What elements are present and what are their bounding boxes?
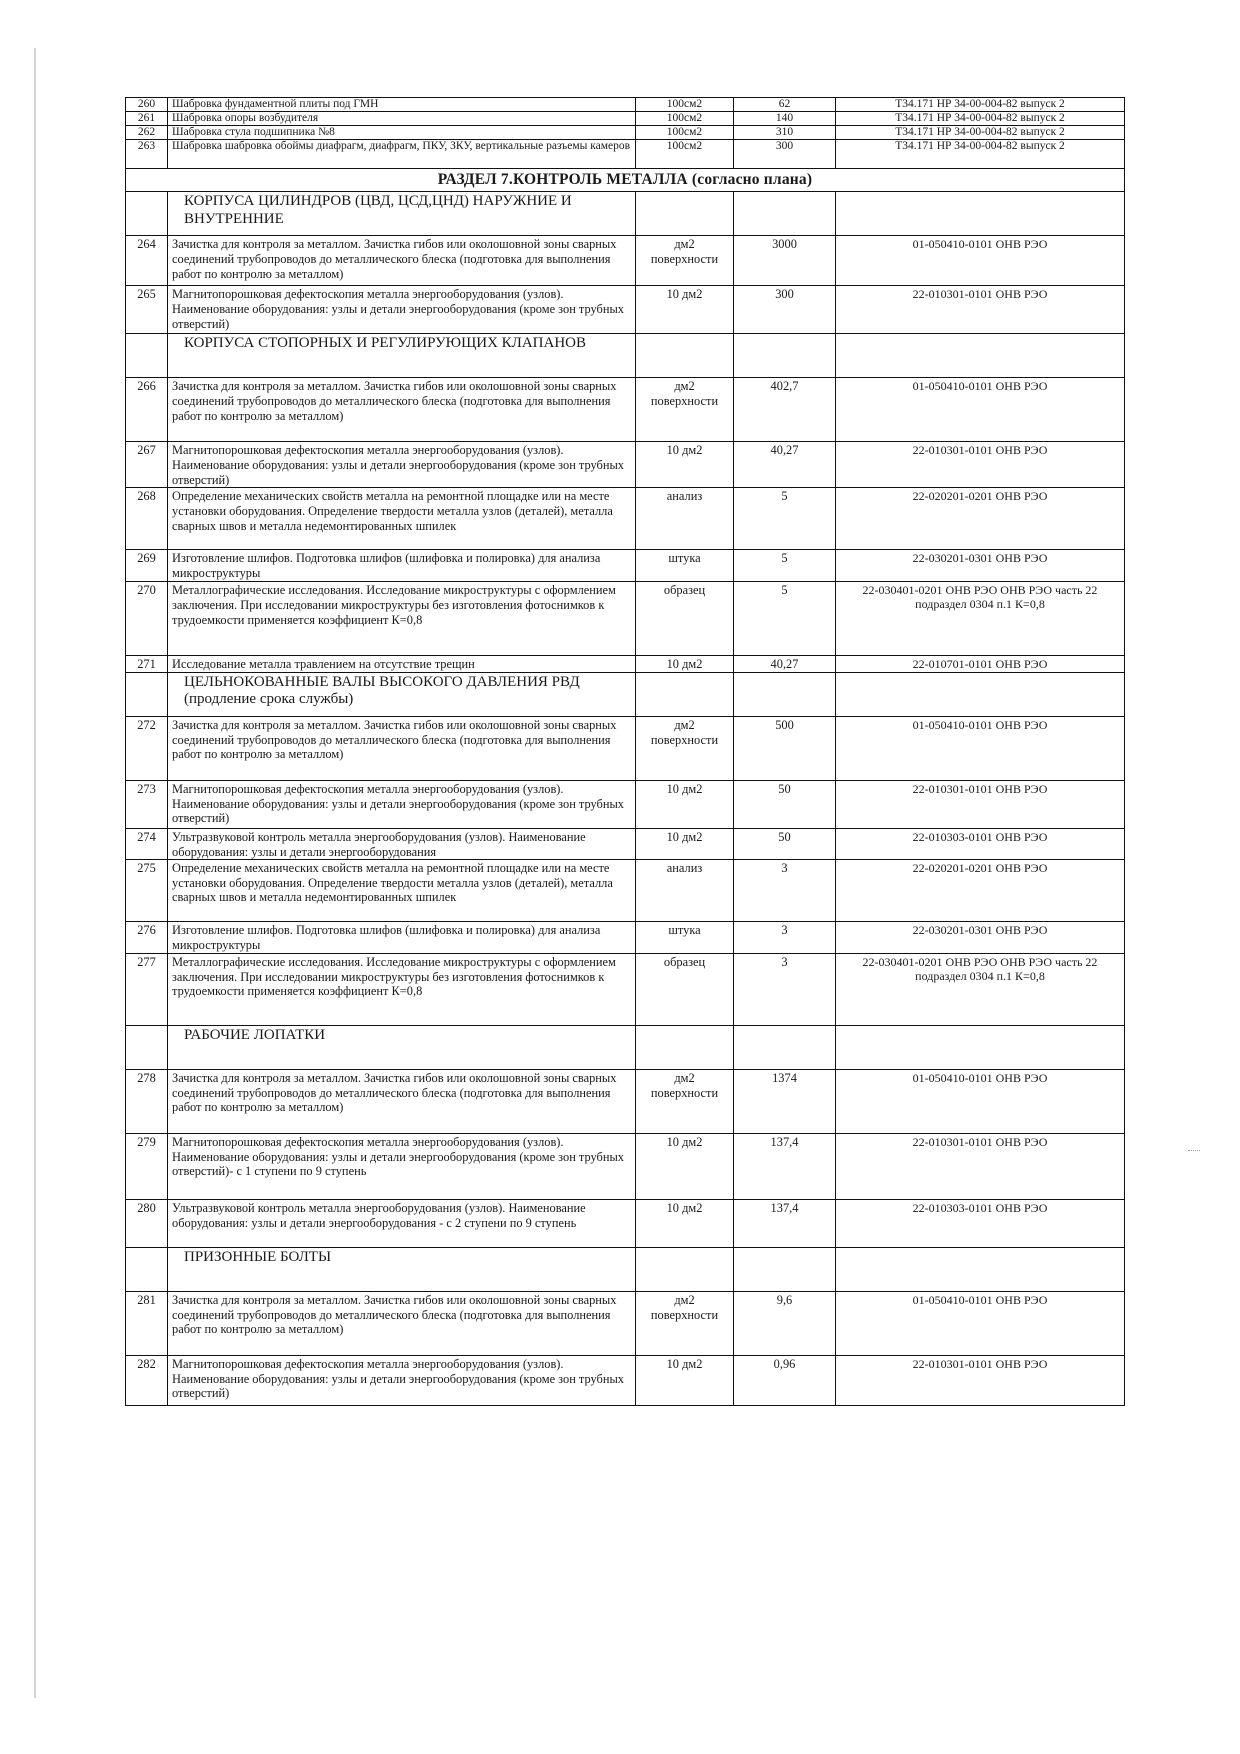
cell-unit: 10 дм2 — [636, 1200, 734, 1248]
group-code-cell — [836, 672, 1125, 716]
table-row — [126, 112, 1125, 126]
table-row — [126, 488, 1125, 550]
cell-unit: 100см2 — [636, 140, 734, 169]
cell-unit: 10 дм2 — [636, 828, 734, 859]
cell-num: 273 — [126, 780, 168, 828]
cell-qty: 500 — [734, 716, 836, 780]
cell-num: 280 — [126, 1200, 168, 1248]
group-header-row — [126, 672, 1125, 716]
group-title: КОРПУСА ЦИЛИНДРОВ (ЦВД, ЦСД,ЦНД) НАРУЖНИЕ И ВНУТРЕННИЕ — [168, 192, 636, 236]
cell-qty: 300 — [734, 140, 836, 169]
cell-unit: дм2 поверхности — [636, 1070, 734, 1134]
cell-qty: 50 — [734, 828, 836, 859]
group-unit-cell — [636, 1248, 734, 1292]
work-specification-table — [125, 97, 1125, 1406]
cell-num: 271 — [126, 656, 168, 673]
cell-num: 262 — [126, 126, 168, 140]
cell-num: 270 — [126, 582, 168, 656]
group-qty-cell — [734, 192, 836, 236]
cell-qty: 310 — [734, 126, 836, 140]
cell-code: 01-050410-0101 ОНВ РЭО — [836, 1292, 1125, 1356]
cell-qty: 62 — [734, 98, 836, 112]
cell-num: 272 — [126, 716, 168, 780]
cell-code: 22-020201-0201 ОНВ РЭО — [836, 860, 1125, 922]
group-header-row — [126, 334, 1125, 378]
cell-code: 22-010301-0101 ОНВ РЭО — [836, 1134, 1125, 1200]
table-row — [126, 286, 1125, 334]
table-row — [126, 828, 1125, 859]
group-code-cell — [836, 1248, 1125, 1292]
section-header-row — [126, 169, 1125, 192]
cell-num: 266 — [126, 378, 168, 442]
cell-unit: 100см2 — [636, 126, 734, 140]
cell-code: 01-050410-0101 ОНВ РЭО — [836, 236, 1125, 286]
cell-num: 267 — [126, 442, 168, 488]
cell-unit: штука — [636, 550, 734, 582]
cell-unit: 10 дм2 — [636, 1134, 734, 1200]
cell-desc: Магнитопорошковая дефектоскопия металла энергооборудования (узлов). Наименование оборудования: узлы и детали энергооборудования (кроме зон трубных отверстий) — [168, 442, 636, 488]
cell-qty: 137,4 — [734, 1200, 836, 1248]
table-row — [126, 140, 1125, 169]
cell-num: 268 — [126, 488, 168, 550]
table-row — [126, 1292, 1125, 1356]
cell-code: 22-010301-0101 ОНВ РЭО — [836, 286, 1125, 334]
cell-unit: 10 дм2 — [636, 780, 734, 828]
cell-qty: 3000 — [734, 236, 836, 286]
cell-code: 01-050410-0101 ОНВ РЭО — [836, 378, 1125, 442]
cell-unit: образец — [636, 954, 734, 1026]
cell-unit: 10 дм2 — [636, 1356, 734, 1406]
cell-unit: 10 дм2 — [636, 656, 734, 673]
cell-num: 263 — [126, 140, 168, 169]
cell-desc: Шабровка стула подшипника №8 — [168, 126, 636, 140]
cell-unit: 100см2 — [636, 112, 734, 126]
cell-code: Т34.171 НР 34-00-004-82 выпуск 2 — [836, 140, 1125, 169]
table-row — [126, 1200, 1125, 1248]
cell-code: 22-030201-0301 ОНВ РЭО — [836, 922, 1125, 954]
cell-desc: Зачистка для контроля за металлом. Зачистка гибов или околошовной зоны сварных соединений трубопроводов до металлического блеска (подготовка для выполнения работ по контролю за металлом) — [168, 236, 636, 286]
cell-num: 274 — [126, 828, 168, 859]
cell-unit: дм2 поверхности — [636, 1292, 734, 1356]
group-header-row — [126, 1248, 1125, 1292]
table-row — [126, 860, 1125, 922]
table-row — [126, 716, 1125, 780]
scan-margin-line — [34, 48, 36, 1698]
group-code-cell — [836, 334, 1125, 378]
cell-unit: анализ — [636, 488, 734, 550]
cell-code: 22-010303-0101 ОНВ РЭО — [836, 1200, 1125, 1248]
cell-num: 276 — [126, 922, 168, 954]
table-row — [126, 780, 1125, 828]
scan-edge-mark — [1188, 1150, 1200, 1157]
cell-qty: 402,7 — [734, 378, 836, 442]
cell-code: 22-010303-0101 ОНВ РЭО — [836, 828, 1125, 859]
table-row — [126, 582, 1125, 656]
cell-qty: 40,27 — [734, 442, 836, 488]
cell-desc: Металлографические исследования. Исследование микроструктуры с оформлением заключения. При исследовании микроструктуры без изготовления фотоснимков к трудоемкости применяется коэффициент К=0,8 — [168, 954, 636, 1026]
cell-code: 22-030401-0201 ОНВ РЭО ОНВ РЭО часть 22 подраздел 0304 п.1 К=0,8 — [836, 954, 1125, 1026]
cell-desc: Магнитопорошковая дефектоскопия металла энергооборудования (узлов). Наименование оборудования: узлы и детали энергооборудования (кроме зон трубных отверстий)- с 1 ступени по 9 ступень — [168, 1134, 636, 1200]
cell-desc: Зачистка для контроля за металлом. Зачистка гибов или околошовной зоны сварных соединений трубопроводов до металлического блеска (подготовка для выполнения работ по контролю за металлом) — [168, 378, 636, 442]
cell-unit: 100см2 — [636, 98, 734, 112]
cell-unit: дм2 поверхности — [636, 236, 734, 286]
cell-qty: 9,6 — [734, 1292, 836, 1356]
cell-desc: Ультразвуковой контроль металла энергооборудования (узлов). Наименование оборудования: узлы и детали энергооборудования - с 2 ступени по 9 ступень — [168, 1200, 636, 1248]
table-row — [126, 656, 1125, 673]
cell-num: 269 — [126, 550, 168, 582]
group-num-cell — [126, 1026, 168, 1070]
cell-num: 282 — [126, 1356, 168, 1406]
cell-desc: Магнитопорошковая дефектоскопия металла энергооборудования (узлов). Наименование оборудования: узлы и детали энергооборудования (кроме зон трубных отверстий) — [168, 286, 636, 334]
cell-unit: образец — [636, 582, 734, 656]
cell-desc: Исследование металла травлением на отсутствие трещин — [168, 656, 636, 673]
cell-num: 265 — [126, 286, 168, 334]
table-row — [126, 378, 1125, 442]
cell-desc: Определение механических свойств металла на ремонтной площадке или на месте установки оборудования. Определение твердости металла узлов (деталей), металла сварных швов и металла недемонтированных шпилек — [168, 488, 636, 550]
cell-unit: 10 дм2 — [636, 286, 734, 334]
cell-code: Т34.171 НР 34-00-004-82 выпуск 2 — [836, 126, 1125, 140]
cell-desc: Изготовление шлифов. Подготовка шлифов (шлифовка и полировка) для анализа микроструктуры — [168, 550, 636, 582]
group-num-cell — [126, 672, 168, 716]
group-unit-cell — [636, 334, 734, 378]
cell-qty: 1374 — [734, 1070, 836, 1134]
table-row — [126, 1134, 1125, 1200]
group-title: РАБОЧИЕ ЛОПАТКИ — [168, 1026, 636, 1070]
cell-desc: Магнитопорошковая дефектоскопия металла энергооборудования (узлов). Наименование оборудования: узлы и детали энергооборудования (кроме зон трубных отверстий) — [168, 780, 636, 828]
cell-desc: Шабровка шабровка обоймы диафрагм, диафрагм, ПКУ, ЗКУ, вертикальные разъемы камеров — [168, 140, 636, 169]
group-title: ПРИЗОННЫЕ БОЛТЫ — [168, 1248, 636, 1292]
table-row — [126, 442, 1125, 488]
cell-code: 01-050410-0101 ОНВ РЭО — [836, 716, 1125, 780]
cell-unit: дм2 поверхности — [636, 716, 734, 780]
cell-num: 281 — [126, 1292, 168, 1356]
cell-desc: Зачистка для контроля за металлом. Зачистка гибов или околошовной зоны сварных соединений трубопроводов до металлического блеска (подготовка для выполнения работ по контролю за металлом) — [168, 1070, 636, 1134]
cell-desc: Изготовление шлифов. Подготовка шлифов (шлифовка и полировка) для анализа микроструктуры — [168, 922, 636, 954]
group-title: КОРПУСА СТОПОРНЫХ И РЕГУЛИРУЮЩИХ КЛАПАНОВ — [168, 334, 636, 378]
cell-code: 22-010301-0101 ОНВ РЭО — [836, 780, 1125, 828]
cell-qty: 0,96 — [734, 1356, 836, 1406]
table-row — [126, 236, 1125, 286]
table-row — [126, 954, 1125, 1026]
cell-unit: дм2 поверхности — [636, 378, 734, 442]
cell-qty: 3 — [734, 954, 836, 1026]
cell-code: Т34.171 НР 34-00-004-82 выпуск 2 — [836, 98, 1125, 112]
group-unit-cell — [636, 192, 734, 236]
group-qty-cell — [734, 334, 836, 378]
cell-code: 22-020201-0201 ОНВ РЭО — [836, 488, 1125, 550]
cell-code: 01-050410-0101 ОНВ РЭО — [836, 1070, 1125, 1134]
cell-unit: 10 дм2 — [636, 442, 734, 488]
cell-qty: 140 — [734, 112, 836, 126]
group-unit-cell — [636, 672, 734, 716]
group-title: ЦЕЛЬНОКОВАННЫЕ ВАЛЫ ВЫСОКОГО ДАВЛЕНИЯ РВД (продление срока службы) — [168, 672, 636, 716]
cell-qty: 5 — [734, 488, 836, 550]
group-code-cell — [836, 192, 1125, 236]
group-qty-cell — [734, 1248, 836, 1292]
cell-num: 277 — [126, 954, 168, 1026]
cell-code: 22-010301-0101 ОНВ РЭО — [836, 1356, 1125, 1406]
cell-num: 278 — [126, 1070, 168, 1134]
cell-code: 22-030401-0201 ОНВ РЭО ОНВ РЭО часть 22 подраздел 0304 п.1 К=0,8 — [836, 582, 1125, 656]
group-qty-cell — [734, 1026, 836, 1070]
cell-desc: Шабровка опоры возбудителя — [168, 112, 636, 126]
cell-code: 22-010301-0101 ОНВ РЭО — [836, 442, 1125, 488]
group-unit-cell — [636, 1026, 734, 1070]
cell-unit: штука — [636, 922, 734, 954]
table-row — [126, 98, 1125, 112]
group-num-cell — [126, 334, 168, 378]
cell-qty: 300 — [734, 286, 836, 334]
cell-qty: 137,4 — [734, 1134, 836, 1200]
cell-qty: 5 — [734, 582, 836, 656]
cell-unit: анализ — [636, 860, 734, 922]
table-row — [126, 922, 1125, 954]
cell-num: 260 — [126, 98, 168, 112]
section-title: РАЗДЕЛ 7.КОНТРОЛЬ МЕТАЛЛА (согласно плана) — [126, 169, 1125, 192]
cell-qty: 3 — [734, 922, 836, 954]
cell-desc: Определение механических свойств металла на ремонтной площадке или на месте установки оборудования. Определение твердости металла узлов (деталей), металла сварных швов и металла недемонтированных шпилек — [168, 860, 636, 922]
cell-desc: Зачистка для контроля за металлом. Зачистка гибов или околошовной зоны сварных соединений трубопроводов до металлического блеска (подготовка для выполнения работ по контролю за металлом) — [168, 1292, 636, 1356]
cell-qty: 5 — [734, 550, 836, 582]
cell-desc: Металлографические исследования. Исследование микроструктуры с оформлением заключения. При исследовании микроструктуры без изготовления фотоснимков к трудоемкости применяется коэффициент К=0,8 — [168, 582, 636, 656]
table-row — [126, 550, 1125, 582]
cell-qty: 50 — [734, 780, 836, 828]
cell-desc: Магнитопорошковая дефектоскопия металла энергооборудования (узлов). Наименование оборудования: узлы и детали энергооборудования (кроме зон трубных отверстий) — [168, 1356, 636, 1406]
group-header-row — [126, 1026, 1125, 1070]
cell-num: 264 — [126, 236, 168, 286]
group-code-cell — [836, 1026, 1125, 1070]
cell-code: 22-030201-0301 ОНВ РЭО — [836, 550, 1125, 582]
table-row — [126, 126, 1125, 140]
cell-desc: Ультразвуковой контроль металла энергооборудования (узлов). Наименование оборудования: узлы и детали энергооборудования — [168, 828, 636, 859]
cell-num: 261 — [126, 112, 168, 126]
cell-qty: 3 — [734, 860, 836, 922]
cell-qty: 40,27 — [734, 656, 836, 673]
cell-code: 22-010701-0101 ОНВ РЭО — [836, 656, 1125, 673]
table-row — [126, 1070, 1125, 1134]
group-header-row — [126, 192, 1125, 236]
cell-code: Т34.171 НР 34-00-004-82 выпуск 2 — [836, 112, 1125, 126]
cell-desc: Зачистка для контроля за металлом. Зачистка гибов или околошовной зоны сварных соединений трубопроводов до металлического блеска (подготовка для выполнения работ по контролю за металлом) — [168, 716, 636, 780]
group-num-cell — [126, 1248, 168, 1292]
cell-desc: Шабровка фундаментной плиты под ГМН — [168, 98, 636, 112]
group-qty-cell — [734, 672, 836, 716]
table-row — [126, 1356, 1125, 1406]
group-num-cell — [126, 192, 168, 236]
cell-num: 275 — [126, 860, 168, 922]
cell-num: 279 — [126, 1134, 168, 1200]
